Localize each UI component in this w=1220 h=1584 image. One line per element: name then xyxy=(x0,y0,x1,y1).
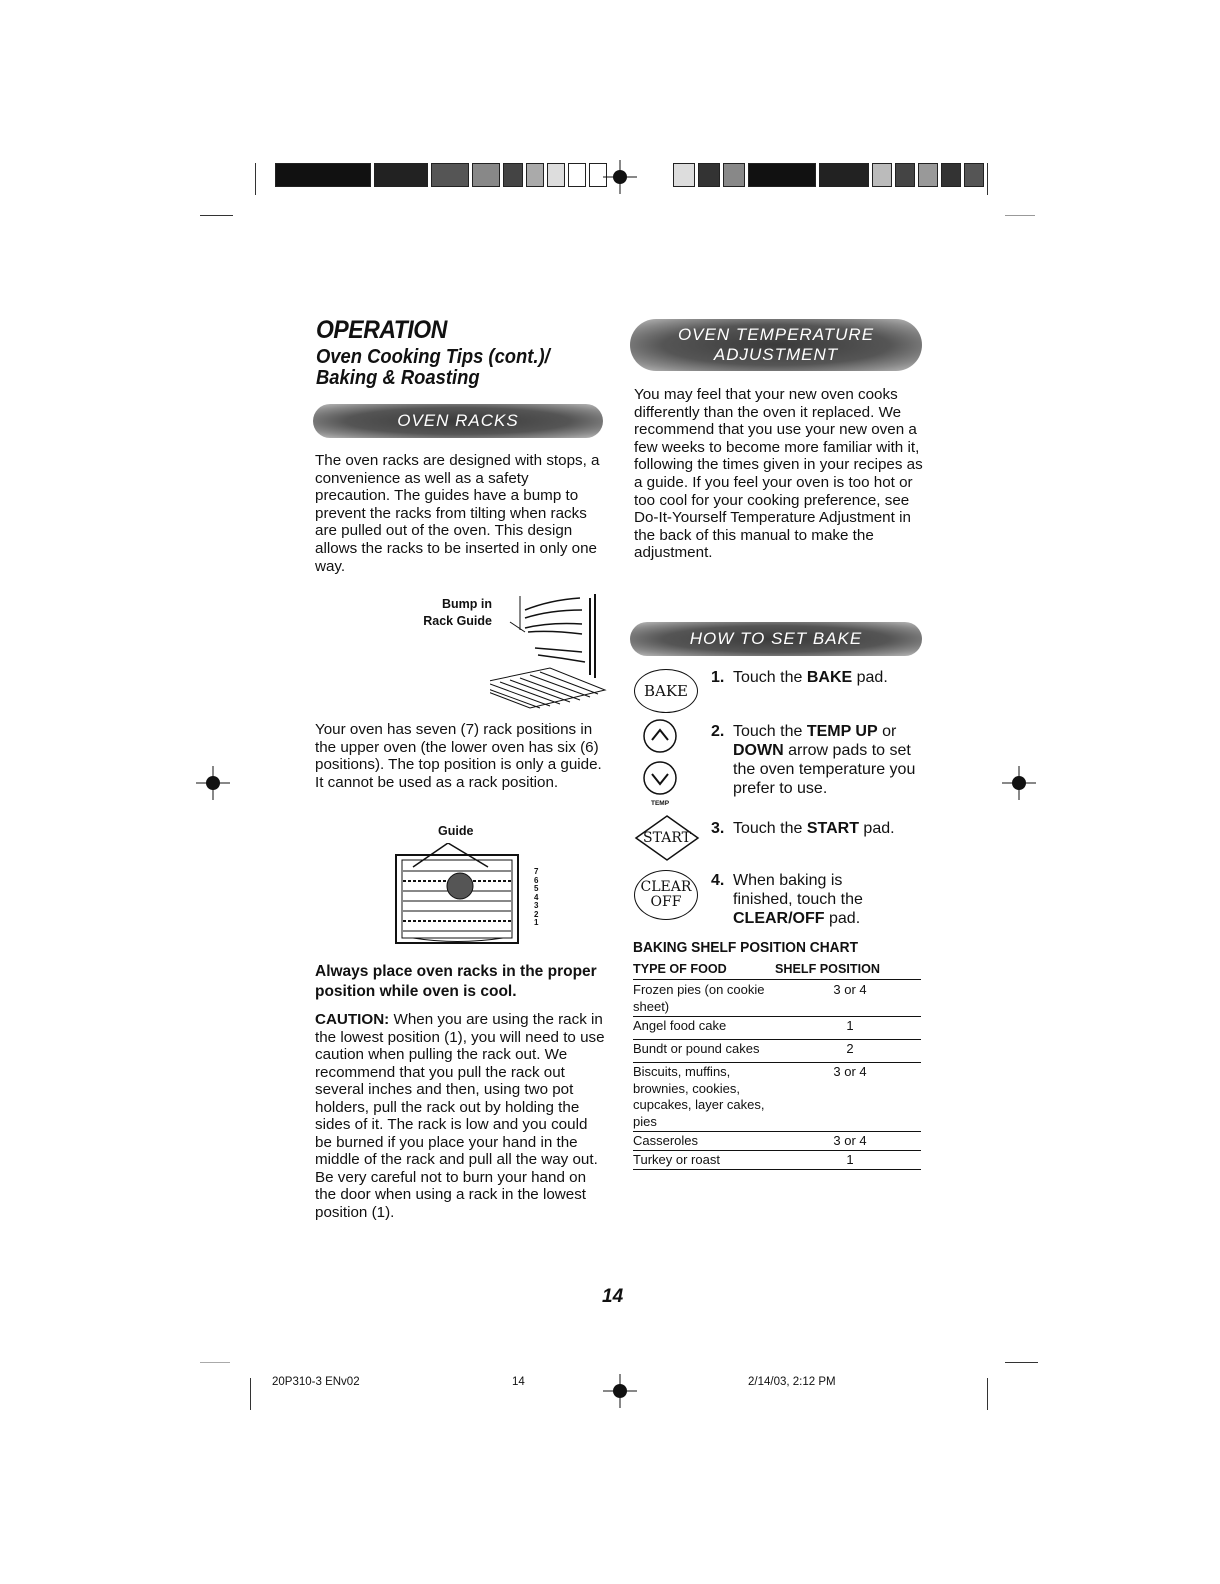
registration-mark-icon xyxy=(196,766,230,800)
position-cell: 3 or 4 xyxy=(833,1064,867,1079)
temp-pad-label: TEMP xyxy=(651,800,670,807)
crop-mark xyxy=(1005,215,1035,216)
page-subtitle xyxy=(316,347,610,389)
food-cell: Turkey or roast xyxy=(633,1152,720,1167)
footer-doc-id: 20P310-3 ENv02 xyxy=(272,1376,360,1388)
step-text: pad. xyxy=(858,820,895,837)
step-keyword: CLEAR/OFF xyxy=(733,910,825,927)
caution-label: CAUTION: xyxy=(315,1011,390,1028)
rack-number: 5 xyxy=(534,884,539,893)
footer-page: 14 xyxy=(512,1376,525,1388)
start-pad-label: START xyxy=(643,830,691,846)
step-keyword: DOWN xyxy=(733,742,784,759)
position-cell: 1 xyxy=(846,1018,854,1033)
color-calibration-bar-left xyxy=(275,163,607,187)
rack-number: 2 xyxy=(534,909,539,919)
footer-timestamp: 2/14/03, 2:12 PM xyxy=(748,1376,836,1388)
bake-step-2 xyxy=(711,722,925,798)
step-number: 1. xyxy=(711,669,725,686)
temp-up-arrow-icon xyxy=(642,718,678,754)
position-cell: 2 xyxy=(846,1041,854,1056)
section-title: OPERATION xyxy=(316,316,447,344)
figure-label-line: Rack Guide xyxy=(423,614,492,628)
figure-label: Guide xyxy=(438,824,474,838)
table-row xyxy=(633,1133,921,1151)
position-cell: 3 or 4 xyxy=(833,1133,867,1148)
bake-step-3 xyxy=(711,819,923,838)
bake-pad-icon xyxy=(634,669,698,713)
food-cell: Casseroles xyxy=(633,1133,699,1148)
table-row xyxy=(633,982,921,1017)
column-header-position: SHELF POSITION xyxy=(775,962,880,976)
rack-number: 1 xyxy=(534,918,539,927)
registration-mark-icon xyxy=(1002,766,1036,800)
banner-text: OVEN TEMPERATURE xyxy=(677,325,875,344)
position-cell: 3 or 4 xyxy=(833,982,867,997)
step-number: 3. xyxy=(711,820,725,837)
rack-number: 3 xyxy=(534,901,539,910)
oven-cavity-illustration xyxy=(393,843,523,948)
shelf-chart-header xyxy=(633,962,921,980)
step-text: arrow pads to set the oven temperature you prefer to use. xyxy=(733,742,916,797)
food-cell: Biscuits, muffins, brownies, cookies, cupcakes, layer cakes, pies xyxy=(633,1064,765,1129)
position-cell: 1 xyxy=(846,1152,854,1167)
oven-temp-paragraph: You may feel that your new oven cooks differently than the oven it replaced. We recommend that you use your new oven a few weeks to become more familiar with it, following the times given in your recipes as a guide. If you feel your oven is too hot or too cool for your cooking preference, see Do-It-Yourself Temperature Adjustment in the back of this manual to make the adjustment. xyxy=(634,386,923,562)
food-cell: Frozen pies (on cookie sheet) xyxy=(633,982,765,1014)
page-number: 14 xyxy=(602,1286,624,1307)
shelf-chart-title: BAKING SHELF POSITION CHART xyxy=(633,940,859,956)
food-cell: Bundt or pound cakes xyxy=(633,1041,760,1056)
caution-text: When you are using the rack in the lowest position (1), you will need to use caution when pulling the rack out. We recommend that you pull the rack out several inches and then, using two pot holders, pull the rack out by holding the sides of it. The rack is low and you could be burned if you place your hand in the middle of the rack and pull all the way out. Be very careful not to burn your hand on the door when using a rack in the lowest position (1). xyxy=(315,1011,605,1221)
rack-position-numbers xyxy=(534,868,538,928)
table-row xyxy=(633,1064,921,1132)
step-text: pad. xyxy=(824,910,861,927)
subtitle-line: Oven Cooking Tips (cont.)/ xyxy=(316,346,550,368)
step-number: 4. xyxy=(711,872,725,889)
temp-down-arrow-icon xyxy=(642,760,678,796)
color-calibration-bar-right xyxy=(673,163,984,187)
column-header-food: TYPE OF FOOD xyxy=(633,962,727,976)
off-label: OFF xyxy=(650,894,682,910)
crop-mark xyxy=(250,1378,251,1410)
crop-mark xyxy=(200,215,233,216)
crop-mark xyxy=(200,1362,230,1363)
bake-step-4 xyxy=(711,871,891,928)
rack-warning: Always place oven racks in the proper position while oven is cool. xyxy=(315,963,597,1000)
oven-temp-banner xyxy=(630,319,922,371)
crop-mark xyxy=(987,1378,988,1410)
rack-positions-paragraph: Your oven has seven (7) rack positions in the upper oven (the lower oven has six (6) positions). The top position is only a guide. It cannot be used as a rack position. xyxy=(315,721,602,791)
rack-guide-illustration xyxy=(490,590,610,710)
table-row xyxy=(633,1041,921,1063)
crop-mark xyxy=(1005,1362,1038,1363)
step-text: When baking is finished, touch the xyxy=(733,872,863,908)
figure-label xyxy=(400,596,492,630)
subtitle-line: Baking & Roasting xyxy=(316,367,480,389)
step-text: Touch the xyxy=(733,723,807,740)
step-text: pad. xyxy=(852,669,888,686)
step-text: or xyxy=(877,723,897,740)
clear-label: CLEAR xyxy=(640,879,692,895)
step-text: Touch the xyxy=(733,820,807,837)
oven-racks-paragraph: The oven racks are designed with stops, a convenience as well as a safety precaution. The guides have a bump to prevent the racks from tilting when racks are pulled out of the oven. This design allows the racks to be inserted in only one way. xyxy=(315,452,600,575)
registration-mark-icon xyxy=(603,1374,637,1408)
rack-number: 6 xyxy=(534,875,539,885)
rack-number: 4 xyxy=(534,892,539,902)
banner-text: ADJUSTMENT xyxy=(713,345,839,364)
table-row xyxy=(633,1152,921,1170)
crop-mark xyxy=(987,163,988,195)
bake-pad-label: BAKE xyxy=(643,682,688,700)
how-to-bake-banner xyxy=(630,622,922,656)
step-keyword: BAKE xyxy=(806,669,853,686)
step-text: Touch the xyxy=(733,669,807,686)
oven-racks-banner xyxy=(313,404,603,438)
step-keyword: START xyxy=(806,820,859,837)
step-number: 2. xyxy=(711,723,725,740)
bake-step-1 xyxy=(711,668,923,687)
food-cell: Angel food cake xyxy=(633,1018,727,1033)
step-keyword: TEMP UP xyxy=(806,723,878,740)
caution-paragraph xyxy=(315,1011,607,1221)
rack-number: 7 xyxy=(534,867,539,876)
figure-label-line: Bump in xyxy=(442,597,492,611)
table-row xyxy=(633,1018,921,1040)
banner-text: HOW TO SET BAKE xyxy=(689,629,863,648)
banner-text: OVEN RACKS xyxy=(397,411,519,430)
clear-off-pad-icon xyxy=(634,870,698,920)
registration-mark-icon xyxy=(603,160,637,194)
crop-mark xyxy=(255,163,256,195)
